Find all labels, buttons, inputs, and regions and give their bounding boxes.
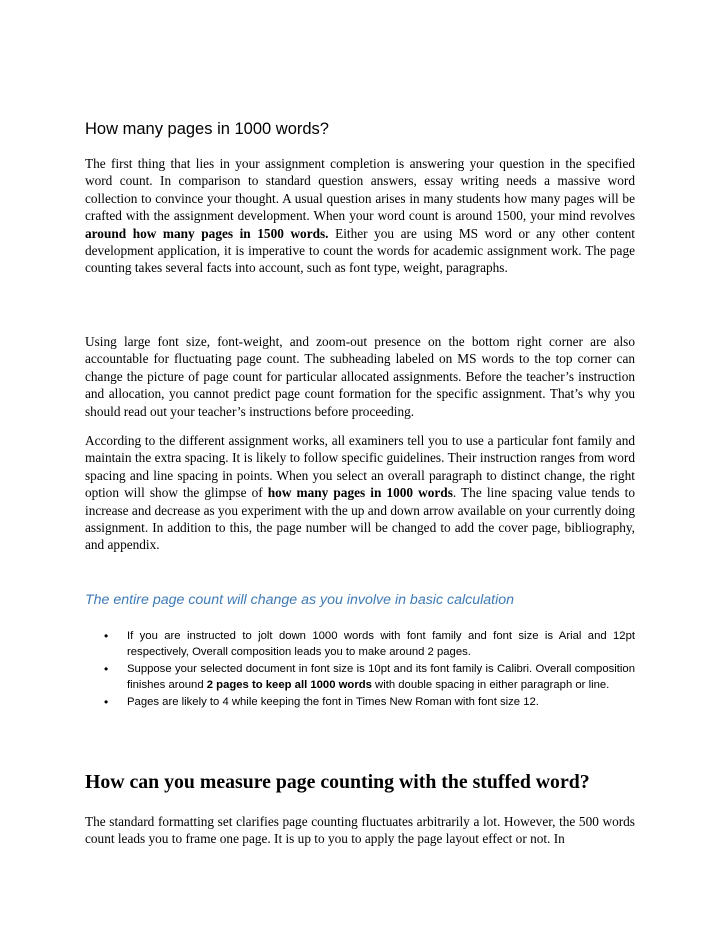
paragraph-1 [85, 155, 635, 277]
bullet-item-1 [85, 628, 635, 661]
heading-measure-page-counting: How can you measure page counting with the stuffed word? [85, 771, 590, 793]
paragraph-3-text-a: According to the different assignment works, all examiners tell you to use a particular font family and maintain the extra spacing. It is likely to follow specific guidelines. Their instruction ranges from word spacing and line spacing in points. When you select an overall paragraph to distinct change, the right option will show the glimpse of [85, 433, 635, 501]
bullet-item-2-text-a: Suppose your selected document in font size is 10pt and its font family is Calibri. Overall composition finishes around [127, 662, 635, 692]
bullet-item-2-text-b: with double spacing in either paragraph or line. [371, 679, 610, 692]
paragraph-1-text-b: Either you are using MS word or any other content development application, it is imperative to count the words for academic assignment work. The page counting takes several facts into account, such as font type, weight, paragraphs. [85, 225, 635, 276]
paragraph-2: Using large font size, font-weight, and zoom-out presence on the bottom right corner are also accountable for fluctuating page count. The subheading labeled on MS words to the top corner can change the picture of page count for particular allocated assignments. Before the teacher’s instruction and allocation, you cannot predict page count formation for the specific assignment. That’s why you should read out your teacher’s instructions before proceeding. [85, 334, 635, 419]
bullet-item-1-text: If you are instructed to jolt down 1000 words with font family and font size is Arial and 12pt respectively, Overall composition leads you to make around 2 pages. [127, 630, 635, 659]
paragraph-3-text-b: . The line spacing value tends to increase and decrease as you experiment with the up and down arrow available on your currently doing assignment. In addition to this, the page number will be changed to add the cover page, bibliography, and appendix. [85, 485, 635, 553]
subheading-page-count-calculation: The entire page count will change as you involve in basic calculation [85, 592, 515, 608]
bullet-item-3 [85, 694, 635, 710]
paragraph-3-bold: how many pages in 1000 words [267, 485, 453, 501]
bullet-item-2 [85, 661, 635, 694]
bullet-list [85, 628, 635, 710]
paragraph-1-text-a: The first thing that lies in your assignment completion is answering your question in the specified word count. In comparison to standard question answers, essay writing needs a massive word collection to convince your thought. A usual question arises in many students how many pages will be crafted with the assignment development. When your word count is around 1500, your mind revolves [85, 156, 635, 224]
paragraph-4: The standard formatting set clarifies page counting fluctuates arbitrarily a lot. However, the 500 words count leads you to frame one page. It is up to you to apply the page layout effect or not. In [85, 814, 635, 847]
heading-pages-in-1000-words: How many pages in 1000 words? [85, 120, 329, 138]
bullet-item-2-bold: 2 pages to keep all 1000 words [206, 679, 372, 692]
paragraph-1-bold: around how many pages in 1500 words. [85, 225, 329, 241]
paragraph-3 [85, 432, 635, 554]
bullet-item-3-text: Pages are likely to 4 while keeping the font in Times New Roman with font size 12. [127, 695, 539, 708]
